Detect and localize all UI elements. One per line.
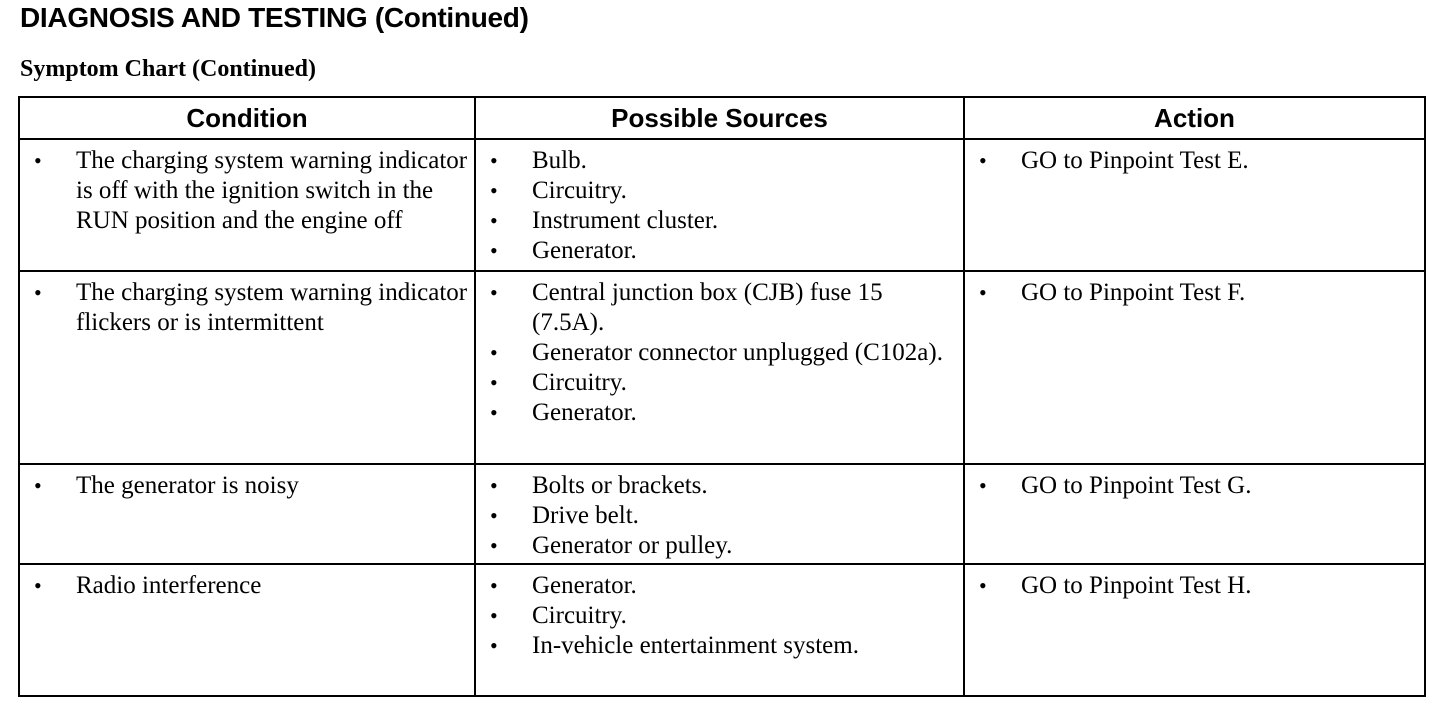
source-text: Circuitry. (532, 602, 627, 629)
list-item (476, 206, 959, 236)
bullet-icon: • (490, 400, 498, 425)
sources-cell (475, 564, 964, 696)
action-cell (964, 139, 1425, 271)
bullet-icon: • (490, 603, 498, 628)
table-row (19, 139, 1425, 271)
bullet-icon: • (490, 633, 498, 658)
list-item (476, 236, 959, 266)
condition-text: The charging system warning indicator is off with the ignition switch in the RUN position and the engine off (76, 147, 468, 234)
source-text: Generator connector unplugged (C102a). (532, 339, 943, 366)
list-item (965, 278, 1420, 308)
source-text: In-vehicle entertainment system. (532, 632, 859, 659)
source-text: Generator. (532, 572, 637, 599)
condition-cell (19, 139, 475, 271)
bullet-icon: • (490, 573, 498, 598)
bullet-icon: • (979, 473, 987, 498)
list-item (20, 278, 470, 338)
action-text: GO to Pinpoint Test H. (1021, 572, 1252, 599)
symptom-chart-table (18, 96, 1426, 697)
list-item (476, 146, 959, 176)
list-item (965, 471, 1420, 501)
bullet-icon: • (490, 503, 498, 528)
action-text: GO to Pinpoint Test F. (1021, 279, 1246, 306)
table-row (19, 464, 1425, 564)
condition-text: The charging system warning indicator flickers or is intermittent (76, 279, 468, 336)
condition-text: Radio interference (76, 572, 262, 599)
condition-cell (19, 464, 475, 564)
list-item (476, 398, 959, 428)
list-item (476, 471, 959, 501)
source-text: Circuitry. (532, 177, 627, 204)
bullet-icon: • (490, 178, 498, 203)
list-item (476, 368, 959, 398)
bullet-icon: • (979, 280, 987, 305)
action-cell (964, 464, 1425, 564)
table-header-row (19, 97, 1425, 139)
source-text: Bolts or brackets. (532, 472, 708, 499)
table-row (19, 564, 1425, 696)
bullet-icon: • (490, 473, 498, 498)
bullet-icon: • (34, 280, 42, 305)
sources-cell (475, 139, 964, 271)
list-item (476, 338, 959, 368)
list-item (20, 571, 470, 601)
source-text: Circuitry. (532, 369, 627, 396)
bullet-icon: • (490, 533, 498, 558)
list-item (476, 601, 959, 631)
bullet-icon: • (979, 148, 987, 173)
action-text: GO to Pinpoint Test E. (1021, 147, 1249, 174)
bullet-icon: • (490, 340, 498, 365)
source-text: Instrument cluster. (532, 207, 719, 234)
source-text: Bulb. (532, 147, 587, 174)
bullet-icon: • (490, 208, 498, 233)
bullet-icon: • (490, 238, 498, 263)
bullet-icon: • (34, 573, 42, 598)
condition-cell (19, 271, 475, 464)
source-text: Generator or pulley. (532, 532, 733, 559)
page-title: DIAGNOSIS AND TESTING (Continued) (20, 2, 529, 33)
bullet-icon: • (34, 148, 42, 173)
section-title: Symptom Chart (Continued) (20, 56, 317, 82)
list-item (476, 531, 959, 561)
condition-cell (19, 564, 475, 696)
list-item (965, 571, 1420, 601)
bullet-icon: • (490, 148, 498, 173)
action-text: GO to Pinpoint Test G. (1021, 472, 1252, 499)
bullet-icon: • (490, 280, 498, 305)
list-item (476, 571, 959, 601)
column-header-action: Action (964, 97, 1425, 139)
condition-text: The generator is noisy (76, 472, 299, 499)
column-header-condition: Condition (19, 97, 475, 139)
source-text: Central junction box (CJB) fuse 15 (7.5A). (532, 279, 883, 336)
source-text: Generator. (532, 399, 637, 426)
bullet-icon: • (979, 573, 987, 598)
action-cell (964, 564, 1425, 696)
bullet-icon: • (34, 473, 42, 498)
sources-cell (475, 271, 964, 464)
list-item (965, 146, 1420, 176)
list-item (476, 278, 959, 338)
sources-cell (475, 464, 964, 564)
list-item (476, 501, 959, 531)
list-item (20, 471, 470, 501)
list-item (476, 176, 959, 206)
list-item (476, 631, 959, 661)
bullet-icon: • (490, 370, 498, 395)
source-text: Generator. (532, 237, 637, 264)
table-row (19, 271, 1425, 464)
source-text: Drive belt. (532, 502, 639, 529)
list-item (20, 146, 470, 236)
column-header-possible-sources: Possible Sources (475, 97, 964, 139)
action-cell (964, 271, 1425, 464)
